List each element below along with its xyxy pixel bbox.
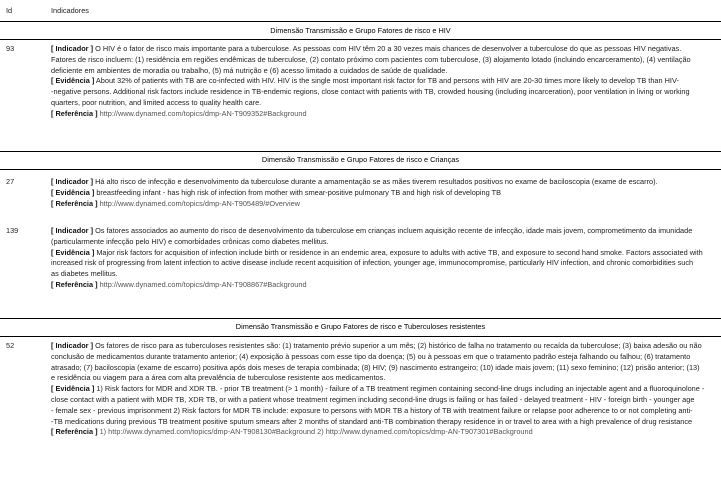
evidence-tag: [ Evidência ] <box>51 384 95 394</box>
indicator-line: Fatores de risco incluem: (1) residência em regiões endêmicas de tuberculose, (2) contato próximo com pacientes com tuberculose, (3) alojamento lotado (incluindo encarceramento), (4) ventilação <box>51 54 691 64</box>
indicator-tag: [ Indicador ] <box>51 44 94 53</box>
table-row <box>51 177 714 209</box>
evidence-tag: [ Evidência ] <box>51 76 95 86</box>
reference-tag: [ Referência ] <box>51 108 98 118</box>
table-header <box>0 0 721 22</box>
evidence-line: -TB medications during previous TB treatment positive sputum smears after 2 months of standard anti-TB combination therapy residence in or travel to area with a high prevalence of drug resistance <box>51 416 693 426</box>
reference-line <box>51 427 714 438</box>
row-id: 139 <box>6 226 19 235</box>
row-id: 27 <box>6 177 15 186</box>
section-title-resistant: Dimensão Transmissão e Grupo Fatores de risco e Tuberculoses resistentes <box>235 322 486 331</box>
indicator-line: e residência ou viagem para a área com alta prevalência de tuberculose resistente aos medicamentos. <box>51 373 386 383</box>
indicator-tag: [ Indicador ] <box>51 226 94 235</box>
reference-tag: [ Referência ] <box>51 279 98 289</box>
row-id: 52 <box>6 341 15 350</box>
evidence-tag: [ Evidência ] <box>51 247 95 257</box>
evidence-line: [ Evidência ] 1) Risk factors for MDR and XDR TB. - prior TB treatment (> 1 month) - failure of a TB treatment regimen containing second-line drugs including an injectable agent and a fluoroquinolone - <box>51 384 705 394</box>
evidence-line: [ Evidência ] About 32% of patients with TB are co-infected with HIV. HIV is the single most important risk factor for TB and persons with HIV are 20-30 times more likely to develop TB than HIV- <box>51 76 679 86</box>
indicator-line: [ Indicador ] Há alto risco de infecção e desenvolvimento da tuberculose durante a amamentação se as mães tiverem resultados positivos no exame de baciloscopia (exame de escarro). <box>51 177 658 186</box>
indicator-line: [ Indicador ] Os fatores de risco para as tuberculoses resistentes são: (1) tratamento prévio superior a um mês; (2) histórico de falha no tratamento ou recaída da tuberculose; (3) baixa adesão ou não <box>51 341 702 350</box>
evidence-line: increased risk of progressing from latent infection to active disease include recent acquisition of infection, younger age, immunocompromise, particularly HIV infection, and chronic comorbidities such <box>51 258 694 268</box>
evidence-line: as diabetes mellitus. <box>51 269 118 279</box>
table-row <box>51 44 714 120</box>
column-header-indicators: Indicadores <box>51 6 89 15</box>
evidence-line: [ Evidência ] Major risk factors for acquisition of infection include birth or residence in an endemic area, exposure to adults with active TB, and exposure to second hand smoke. Factors associated with <box>51 247 703 257</box>
section-divider <box>0 318 721 319</box>
reference-link[interactable]: http://www.dynamed.com/topics/dmp-AN-T905489/#Overview <box>99 198 300 208</box>
evidence-line: - female sex - previous imprisonment 2) Risk factors for MDR TB include: exposure to persons with MDR TB a history of TB with treatment failure or relapse poor adherence to or not completing anti- <box>51 405 693 415</box>
section-title-children: Dimensão Transmissão e Grupo Fatores de risco e Crianças <box>261 155 460 164</box>
indicator-line: (particularmente infecção pelo HIV) e comorbidades crônicas como diabetes mellitus. <box>51 236 329 246</box>
indicator-tag: [ Indicador ] <box>51 177 94 186</box>
evidence-line: [ Evidência ] breastfeeding infant - has high risk of infection from mother with smear-positive pulmonary TB and high risk of developing TB <box>51 187 501 197</box>
reference-tag: [ Referência ] <box>51 198 98 208</box>
reference-line <box>51 199 714 210</box>
indicator-line: atrasado; (7) baciloscopia (exame de escarro) positiva após dois meses de terapia combinada; (8) HIV; (9) nascimento estrangeiro; (10) idade mais jovem; (11) sexo feminino; (12) prisão anterior; (13) <box>51 362 700 372</box>
indicator-tag: [ Indicador ] <box>51 341 94 350</box>
section-divider <box>0 39 721 40</box>
section-divider <box>0 336 721 337</box>
table-row <box>51 341 714 438</box>
reference-line <box>51 280 714 291</box>
section-divider <box>0 151 721 152</box>
indicator-line: deficiente em ambientes de moradia ou trabalho, (5) má nutrição e (6) acesso limitado a cuidados de saúde de qualidade. <box>51 65 448 75</box>
section-title-hiv: Dimensão Transmissão e Grupo Fatores de risco e HIV <box>270 26 451 35</box>
reference-line <box>51 109 714 120</box>
evidence-tag: [ Evidência ] <box>51 187 95 197</box>
row-id: 93 <box>6 44 15 53</box>
reference-tag: [ Referência ] <box>51 427 98 437</box>
column-header-id: Id <box>6 6 13 15</box>
reference-link[interactable]: http://www.dynamed.com/topics/dmp-AN-T909352#Background <box>99 108 307 118</box>
section-divider <box>0 169 721 170</box>
indicator-line: [ Indicador ] Os fatores associados ao aumento do risco de desenvolvimento da tuberculose em crianças incluem aquisição recente de infecção, idade mais jovem, comprometimento da imunidade <box>51 226 693 235</box>
indicator-line: conclusão de medicamentos durante tratamento anterior; (4) exposição à pessoas com esse tipo da doença; (5) ou à pessoas em que o tratamento padrão esteja falhando ou falhou; (6) tratamento <box>51 351 691 361</box>
evidence-line: close contact with a patient with MDR TB, XDR TB, or with a patient whose treatment regimen including second-line drugs is failing or has failed - delayed treatment - HIV - foreign birth - younger age <box>51 394 695 404</box>
table-row <box>51 226 714 291</box>
evidence-line: quarters, poor nutrition, and limited access to quality health care. <box>51 97 262 107</box>
reference-link[interactable]: 1) http://www.dynamed.com/topics/dmp-AN-T908130#Background 2) http://www.dynamed.com/topics/dmp-AN-T907301#Background <box>99 427 533 437</box>
indicator-line: [ Indicador ] O HIV é o fator de risco mais importante para a tuberculose. As pessoas com HIV têm 20 a 30 vezes mais chances de desenvolver a tuberculose do que as pessoas HIV negativas. <box>51 44 682 53</box>
evidence-line: -negative persons. Additional risk factors include residence in TB-endemic regions, close contact with patients with TB, crowded housing (including incarceration), poor ventilation in living or working <box>51 87 690 97</box>
reference-link[interactable]: http://www.dynamed.com/topics/dmp-AN-T908867#Background <box>99 279 307 289</box>
